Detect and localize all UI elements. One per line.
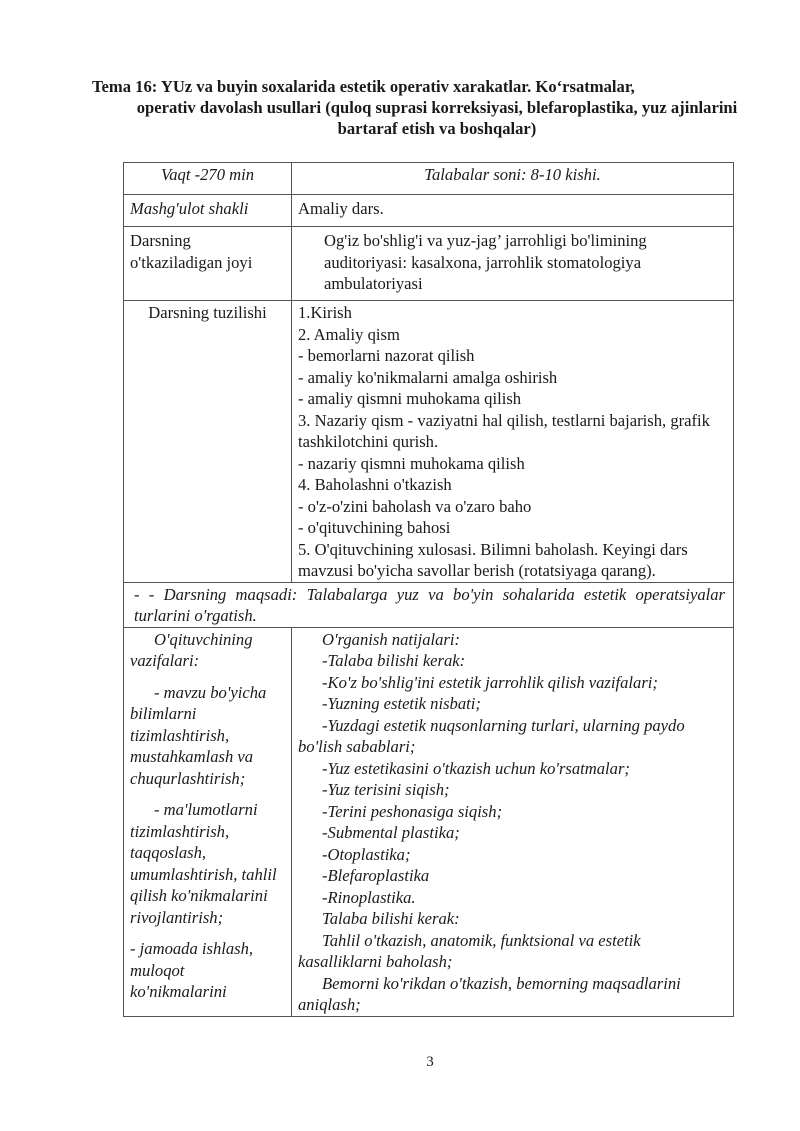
table-row	[124, 227, 734, 301]
lesson-goal: - - Darsning maqsadi: Talabalarga yuz va bo'yin sohalarida estetik operatsiyalar turlarini o'rgatish.	[124, 582, 734, 627]
teacher-task: - jamoada ishlash, muloqot ko'nikmalarini	[130, 939, 254, 1001]
duration-cell: Vaqt -270 min	[124, 163, 292, 195]
page-number: 3	[426, 1054, 434, 1070]
lesson-table	[123, 162, 734, 1017]
structure-line: - bemorlarni nazorat qilish	[298, 346, 475, 365]
title-line-2: operativ davolash usullari (quloq suprasi korreksiyasi, blefaroplastika, yuz ajinlarini bartaraf etish va boshqalar)	[136, 98, 738, 138]
structure-line: - amaliy qismni muhokama qilish	[298, 389, 522, 408]
outcome-line: -Terini peshonasiga siqish;	[322, 801, 503, 821]
teacher-task: - mavzu bo'yicha bilimlarni tizimlashtirish, mustahkamlash va chuqurlashtirish;	[130, 682, 267, 788]
lesson-goal-text: - Darsning maqsadi: Talabalarga yuz va bo'yin sohalarida estetik operatsiyalar turlarini o'rgatish.	[134, 584, 725, 625]
structure-line: 5. O'qituvchining xulosasi. Bilimni baholash. Keyingi dars mavzusi bo'yicha savollar berish (rotatsiyaga qarang).	[298, 539, 688, 580]
teacher-tasks-heading: O'qituvchining vazifalari:	[130, 629, 253, 670]
location-label: Darsning o'tkaziladigan joyi	[124, 227, 292, 301]
structure-line: 4. Baholashni o'tkazish	[298, 475, 452, 494]
table-row	[124, 163, 734, 195]
outcome-line: -Yuzdagi estetik nuqsonlarning turlari, ularning paydo bo'lish sabablari;	[298, 715, 685, 756]
outcome-line: -Submental plastika;	[322, 823, 460, 842]
outcome-line: -Yuz terisini siqish;	[322, 780, 450, 799]
outcome-line: -Rinoplastika.	[322, 887, 416, 907]
students-count-cell: Talabalar soni: 8-10 kishi.	[292, 163, 734, 195]
lesson-form-label: Mashg'ulot shakli	[124, 195, 292, 227]
learning-outcomes	[292, 627, 734, 1016]
outcomes-heading: O'rganish natijalari:	[322, 629, 461, 649]
table-row	[124, 627, 734, 1016]
table-row	[124, 301, 734, 583]
structure-line: - o'z-o'zini baholash va o'zaro baho	[298, 496, 532, 516]
structure-line: 3. Nazariy qism - vaziyatni hal qilish, testlarni bajarish, grafik tashkilotchini qurish.	[298, 410, 710, 451]
structure-line: - amaliy ko'nikmalarni amalga oshirish	[298, 367, 558, 387]
outcome-line: -Ko'z bo'shlig'ini estetik jarrohlik qilish vazifalari;	[322, 672, 658, 692]
outcome-line: -Otoplastika;	[322, 844, 411, 864]
outcome-line: -Blefaroplastika	[322, 866, 430, 885]
structure-line: 1.Kirish	[298, 303, 352, 322]
outcome-line: -Yuz estetikasini o'tkazish uchun ko'rsatmalar;	[322, 758, 630, 778]
structure-list	[292, 301, 734, 583]
outcome-line: Talaba bilishi kerak:	[322, 909, 460, 928]
outcome-line: -Yuzning estetik nisbati;	[322, 694, 481, 713]
teacher-task: - ma'lumotlarni tizimlashtirish, taqqoslash, umumlashtirish, tahlil qilish ko'nikmalarini rivojlantirish;	[130, 800, 277, 927]
lesson-form-value: Amaliy dars.	[292, 195, 734, 227]
table-row	[124, 582, 734, 627]
location-value: Og'iz bo'shlig'i va yuz-jag’ jarrohligi bo'limining auditoriyasi: kasalxona, jarrohlik stomatologiya ambulatoriyasi	[324, 231, 647, 293]
structure-line: 2. Amaliy qism	[298, 324, 400, 344]
structure-line: - o'qituvchining bahosi	[298, 518, 451, 537]
structure-line: - nazariy qismni muhokama qilish	[298, 453, 525, 473]
outcome-line: Bemorni ko'rikdan o'tkazish, bemorning maqsadlarini aniqlash;	[298, 973, 681, 1014]
structure-label: Darsning tuzilishi	[124, 301, 292, 583]
page-title	[92, 76, 742, 139]
outcome-line: Tahlil o'tkazish, anatomik, funktsional va estetik kasalliklarni baholash;	[298, 930, 641, 971]
teacher-tasks	[124, 627, 292, 1016]
table-row	[124, 195, 734, 227]
title-line-1: Tema 16: YUz va buyin soxalarida estetik operativ xarakatlar. Ko‘rsatmalar,	[92, 77, 635, 96]
outcome-line: -Talaba bilishi kerak:	[322, 651, 466, 670]
